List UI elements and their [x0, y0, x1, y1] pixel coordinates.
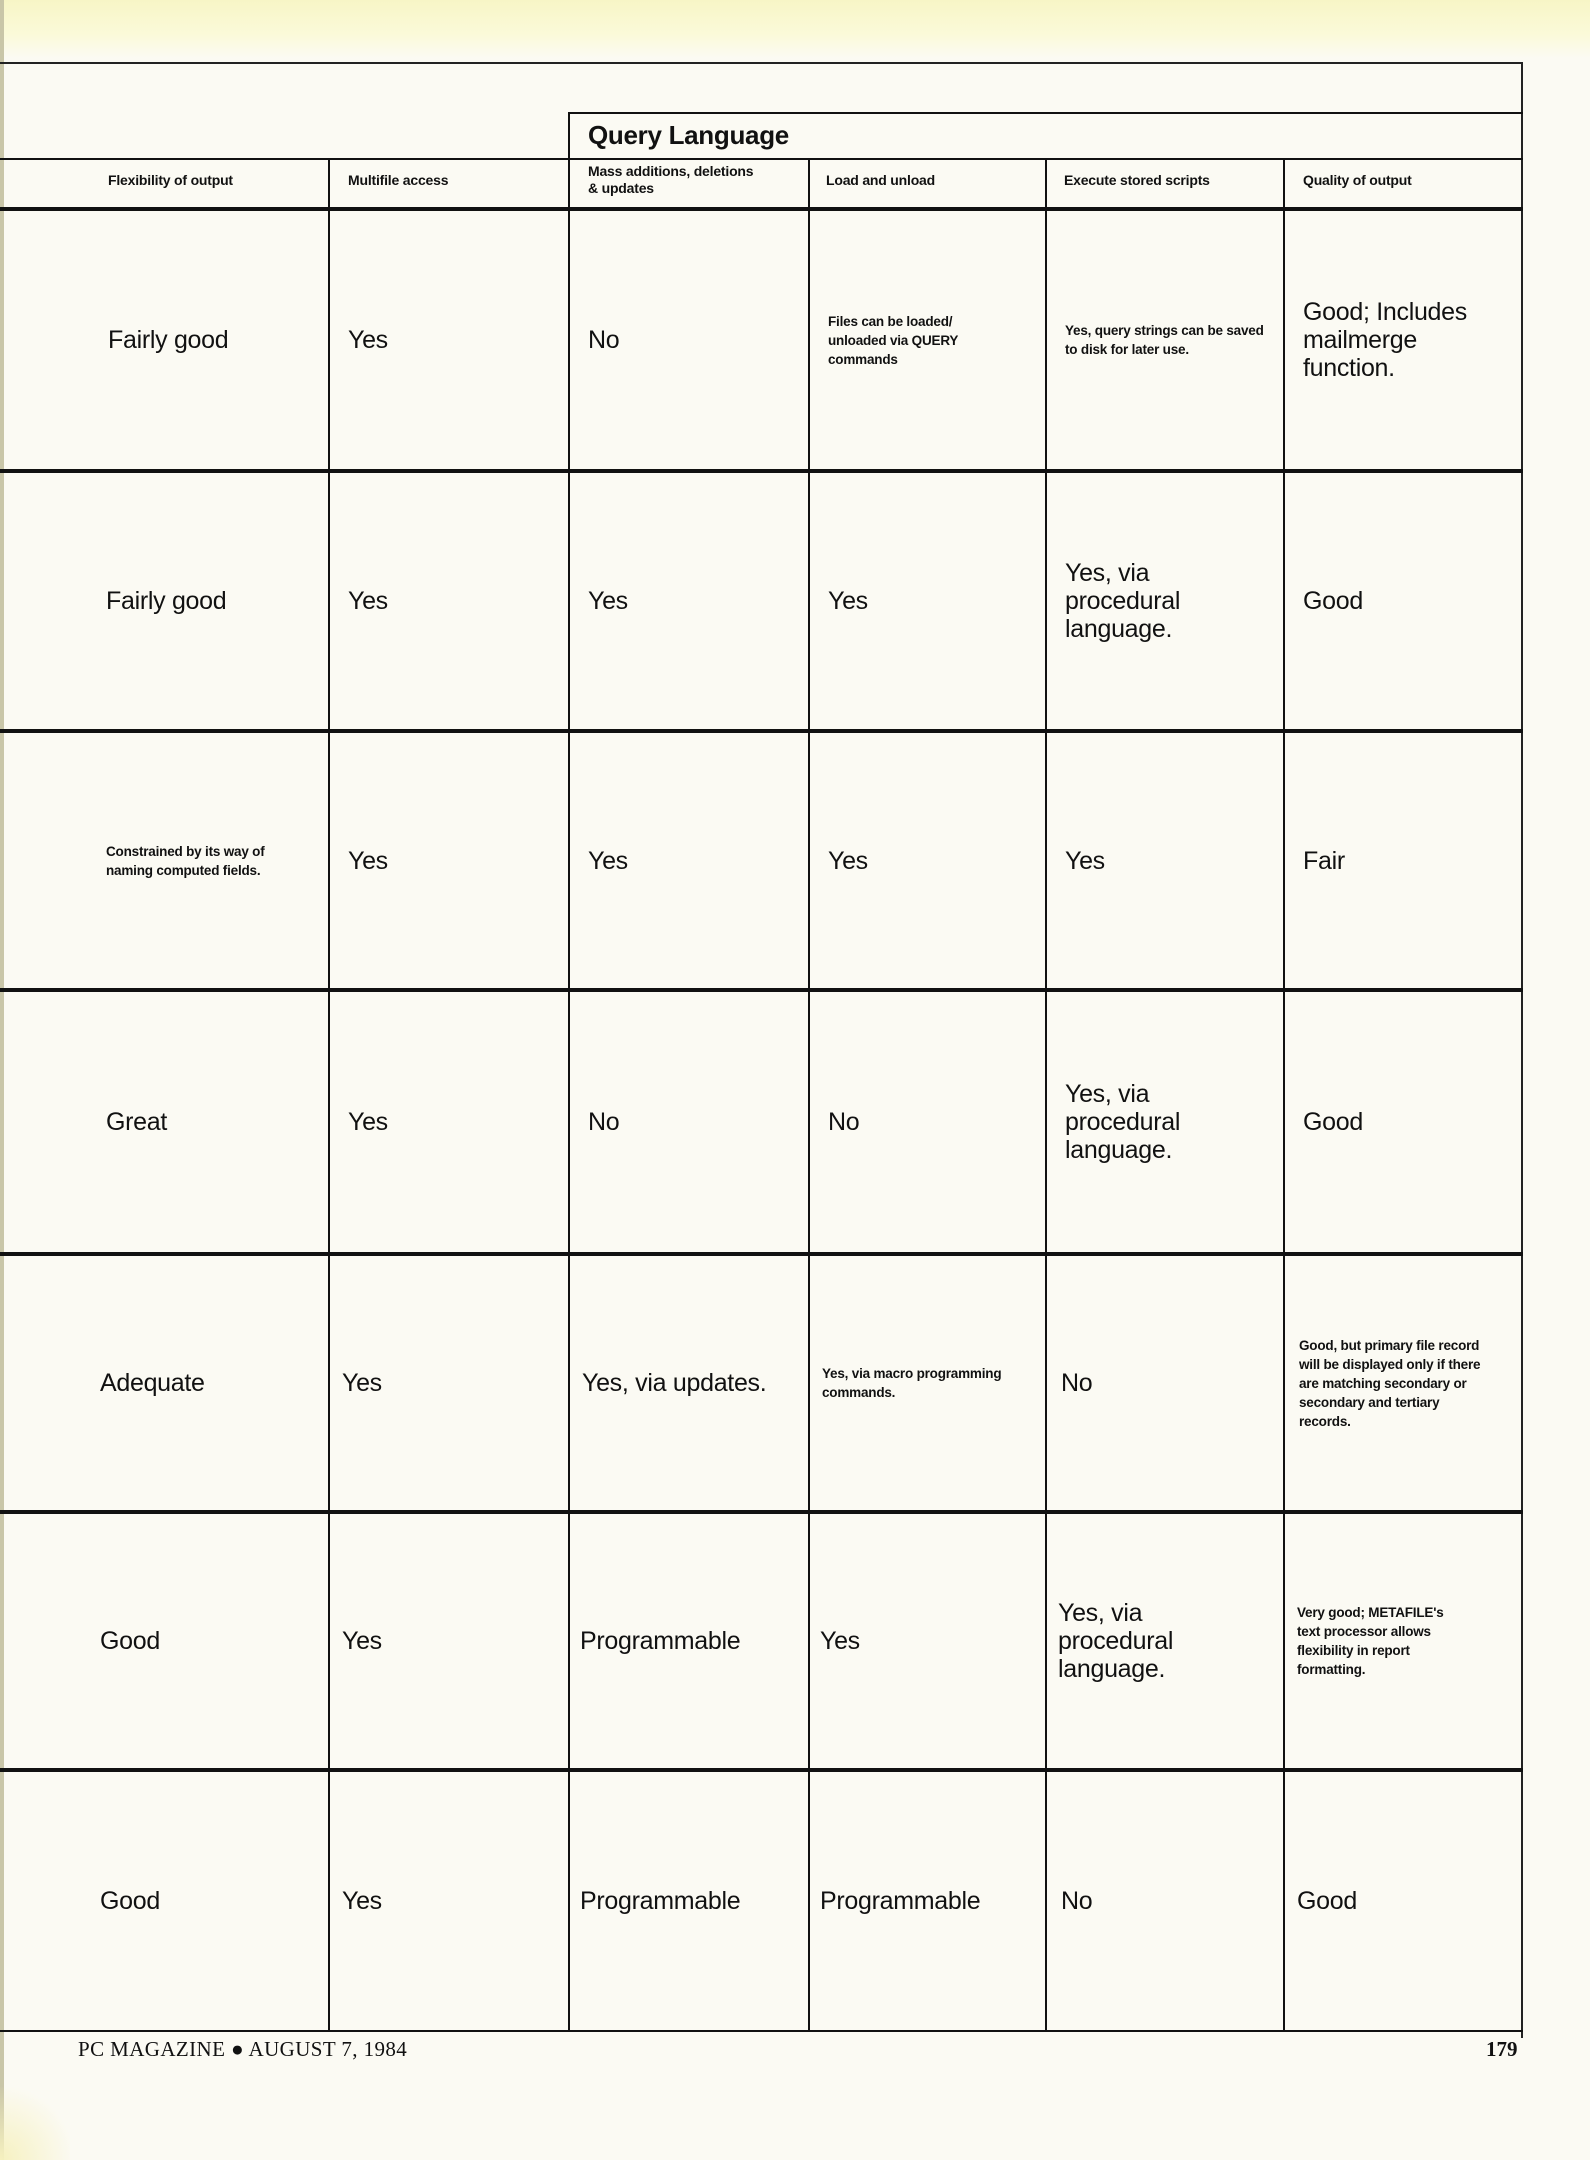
- footer-publication: PC MAGAZINE ● AUGUST 7, 1984: [78, 2037, 408, 2061]
- table-cell: Yes: [828, 587, 868, 615]
- table-cell: Yes: [348, 326, 388, 354]
- table-cell: Good; Includes mailmerge function.: [1303, 298, 1467, 382]
- table-cell: Files can be loaded/ unloaded via QUERY commands: [828, 313, 958, 367]
- table-cell: Yes: [348, 587, 388, 615]
- table-cell: Yes: [588, 587, 628, 615]
- column-header-mass-updates: Mass additions, deletions & updates: [588, 163, 754, 196]
- table-cell: Good: [100, 1887, 160, 1915]
- table-cell: Yes, via updates.: [582, 1369, 767, 1397]
- table-cell: Very good; METAFILE's text processor allows flexibility in report formatting.: [1297, 1605, 1444, 1677]
- table-cell: Good: [1297, 1887, 1357, 1915]
- table-cell: Yes: [828, 846, 868, 875]
- column-header-execute-stored-scripts: Execute stored scripts: [1064, 172, 1210, 188]
- table-cell: Programmable: [820, 1887, 981, 1915]
- table-cell: Programmable: [580, 1887, 741, 1915]
- column-header-flexibility-of-output: Flexibility of output: [108, 172, 233, 188]
- table-cell: Yes: [342, 1369, 382, 1397]
- table-cell: Constrained by its way of naming computed fields.: [106, 843, 265, 878]
- table-cell: Yes: [1065, 846, 1105, 875]
- table-cell: Fair: [1303, 846, 1345, 875]
- table-cell: Fairly good: [108, 326, 229, 354]
- column-header-quality-of-output: Quality of output: [1303, 172, 1412, 188]
- table-cell: Adequate: [100, 1369, 205, 1397]
- footer-page-number: 179: [1486, 2037, 1518, 2061]
- table-cell: Yes, query strings can be saved to disk for later use.: [1065, 323, 1264, 357]
- table-cell: Yes: [342, 1887, 382, 1915]
- table-cell: No: [588, 1108, 620, 1136]
- table-cell: Good: [100, 1627, 160, 1655]
- table-cell: Fairly good: [106, 587, 227, 615]
- table-cell: Good: [1303, 1108, 1363, 1136]
- table-cell: Yes, via procedural language.: [1065, 559, 1181, 643]
- column-header-load-and-unload: Load and unload: [826, 172, 935, 188]
- query-language-title: Query Language: [588, 120, 789, 150]
- table-cell: No: [828, 1108, 860, 1136]
- table-cell: No: [1061, 1369, 1093, 1397]
- table-cell: Yes, via macro programming commands.: [822, 1366, 1002, 1400]
- table-cell: Yes: [348, 846, 388, 875]
- table-cell: Good, but primary file record will be displayed only if there are matching secondary or secondary and tertiary records.: [1299, 1337, 1481, 1429]
- table-cell: Yes: [342, 1627, 382, 1655]
- column-header-multifile-access: Multifile access: [348, 172, 449, 188]
- table-cell: Programmable: [580, 1627, 741, 1655]
- table-cell: No: [1061, 1887, 1093, 1915]
- table-cell: Yes, via procedural language.: [1058, 1599, 1174, 1683]
- table-cell: Great: [106, 1108, 168, 1136]
- table-cell: Yes: [588, 846, 628, 875]
- table-cell: Yes, via procedural language.: [1065, 1080, 1181, 1164]
- table-cell: Good: [1303, 587, 1363, 615]
- table-cell: Yes: [348, 1108, 388, 1136]
- table-cell: No: [588, 326, 620, 354]
- table-cell: Yes: [820, 1627, 860, 1655]
